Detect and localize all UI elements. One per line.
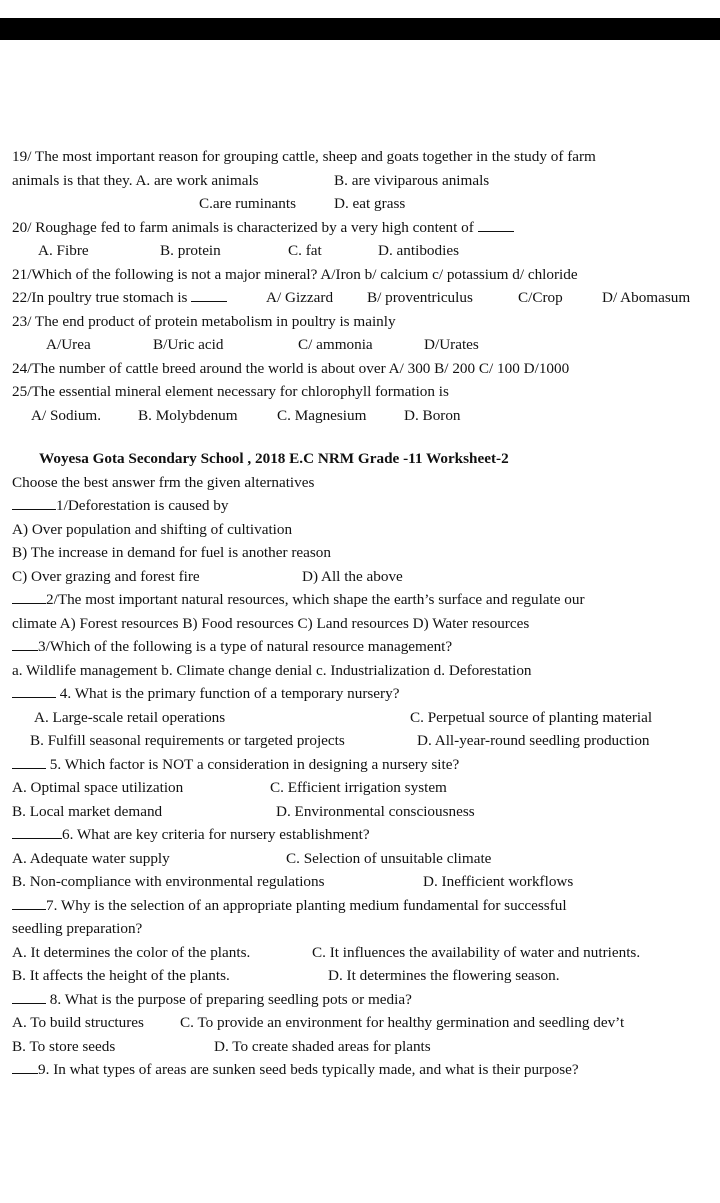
w4-stem-text: 4. What is the primary function of a temporary nursery? bbox=[56, 685, 400, 702]
worksheet-page bbox=[12, 145, 710, 1082]
w8-options-ac bbox=[12, 1011, 710, 1035]
w3-options: a. Wildlife management b. Climate change denial c. Industrialization d. Deforestation bbox=[12, 661, 532, 679]
w5-options-bd bbox=[12, 800, 710, 824]
q20-option-a: A. Fibre bbox=[38, 242, 89, 259]
w1-stem-text: 1/Deforestation is caused by bbox=[56, 497, 229, 514]
w8-option-c: C. To provide an environment for healthy germination and seedling dev’t bbox=[180, 1014, 625, 1031]
w6-option-a: A. Adequate water supply bbox=[12, 849, 170, 867]
q20-stem bbox=[12, 216, 710, 240]
q19-option-d: D. eat grass bbox=[334, 195, 406, 212]
w6-option-c: C. Selection of unsuitable climate bbox=[286, 849, 492, 867]
w6-options-ac bbox=[12, 847, 710, 871]
q20-option-d: D. antibodies bbox=[378, 242, 459, 259]
w2-line1 bbox=[12, 588, 710, 612]
w8-stem-text: 8. What is the purpose of preparing seedling pots or media? bbox=[46, 990, 412, 1008]
w5-option-a: A. Optimal space utilization bbox=[12, 779, 184, 796]
w1-option-c: C) Over grazing and forest fire bbox=[12, 567, 200, 585]
w1-option-a: A) Over population and shifting of cultivation bbox=[12, 520, 293, 538]
answer-blank bbox=[12, 497, 56, 510]
w4-option-c: C. Perpetual source of planting material bbox=[410, 708, 653, 726]
q22-option-a: A/ Gizzard bbox=[266, 289, 334, 306]
answer-blank bbox=[12, 991, 46, 1004]
w5-stem bbox=[12, 753, 710, 777]
q20-stem-text: 20/ Roughage fed to farm animals is characterized by a very high content of bbox=[12, 218, 474, 236]
q23-options bbox=[12, 333, 710, 357]
q19-option-c: C.are ruminants bbox=[199, 195, 297, 212]
w7-stem-text: 7. Why is the selection of an appropriate planting medium fundamental for successful bbox=[46, 896, 567, 914]
w4-option-b: B. Fulfill seasonal requirements or targeted projects bbox=[30, 732, 345, 749]
q25-option-a: A/ Sodium. bbox=[31, 406, 102, 424]
top-black-bar bbox=[0, 18, 720, 40]
q25-options bbox=[12, 404, 710, 428]
w7-option-d: D. It determines the flowering season. bbox=[328, 967, 560, 984]
w7-options-ac bbox=[12, 941, 710, 965]
w4-stem bbox=[12, 682, 710, 706]
answer-blank bbox=[12, 685, 56, 698]
w5-options-ac bbox=[12, 776, 710, 800]
q21-line: 21/Which of the following is not a major mineral? A/Iron b/ calcium c/ potassium d/ chloride bbox=[12, 265, 578, 283]
q23-option-c: C/ ammonia bbox=[298, 336, 373, 353]
w2-stem-text: 2/The most important natural resources, which shape the earth’s surface and regulate our bbox=[46, 591, 585, 608]
w4-option-a: A. Large-scale retail operations bbox=[34, 708, 226, 726]
q23-stem: 23/ The end product of protein metabolism in poultry is mainly bbox=[12, 312, 396, 330]
q22-option-d: D/ Abomasum bbox=[602, 289, 691, 306]
w7-option-c: C. It influences the availability of water and nutrients. bbox=[312, 943, 641, 961]
w5-option-c: C. Efficient irrigation system bbox=[270, 779, 447, 796]
answer-blank bbox=[12, 826, 62, 839]
w6-option-b: B. Non-compliance with environmental regulations bbox=[12, 873, 325, 890]
answer-blank bbox=[191, 289, 227, 302]
w6-options-bd bbox=[12, 870, 710, 894]
w8-options-bd bbox=[12, 1035, 710, 1059]
w5-stem-text: 5. Which factor is NOT a consideration in designing a nursery site? bbox=[46, 755, 460, 773]
w8-option-a: A. To build structures bbox=[12, 1014, 144, 1031]
w9-stem-text: 9. In what types of areas are sunken seed beds typically made, and what is their purpose? bbox=[38, 1061, 579, 1078]
w7-line2: seedling preparation? bbox=[12, 920, 143, 937]
w6-stem bbox=[12, 823, 710, 847]
q25-option-b: B. Molybdenum bbox=[138, 406, 238, 424]
q24-line: 24/The number of cattle breed around the world is about over A/ 300 B/ 200 C/ 100 D/1000 bbox=[12, 359, 570, 377]
q25-option-d: D. Boron bbox=[404, 406, 461, 424]
w8-option-b: B. To store seeds bbox=[12, 1037, 116, 1055]
q19-line1: 19/ The most important reason for grouping cattle, sheep and goats together in the study of farm bbox=[12, 148, 596, 165]
q22-line bbox=[12, 286, 710, 310]
w3-stem bbox=[12, 635, 710, 659]
q23-option-b: B/Uric acid bbox=[153, 336, 224, 353]
q23-option-d: D/Urates bbox=[424, 336, 479, 353]
w7-line1 bbox=[12, 894, 710, 918]
section-gap bbox=[12, 427, 710, 447]
q23-option-a: A/Urea bbox=[46, 336, 91, 353]
w8-option-d: D. To create shaded areas for plants bbox=[214, 1037, 431, 1055]
answer-blank bbox=[12, 1061, 38, 1074]
q19-option-a: animals is that they. A. are work animals bbox=[12, 171, 259, 189]
w9-stem bbox=[12, 1058, 710, 1082]
q20-option-c: C. fat bbox=[288, 242, 322, 259]
w1-option-b: B) The increase in demand for fuel is another reason bbox=[12, 544, 331, 561]
q22-option-b: B/ proventriculus bbox=[367, 289, 473, 306]
w5-option-b: B. Local market demand bbox=[12, 802, 163, 820]
answer-blank bbox=[12, 897, 46, 910]
w8-stem bbox=[12, 988, 710, 1012]
q19-option-b: B. are viviparous animals bbox=[334, 171, 490, 189]
answer-blank bbox=[478, 219, 514, 232]
w7-options-bd bbox=[12, 964, 710, 988]
instruction: Choose the best answer frm the given alternatives bbox=[12, 473, 315, 491]
w3-stem-text: 3/Which of the following is a type of natural resource management? bbox=[38, 638, 453, 655]
w4-option-d: D. All-year-round seedling production bbox=[417, 732, 650, 749]
q22-stem: 22/In poultry true stomach is bbox=[12, 289, 188, 306]
w4-options-bd bbox=[12, 729, 710, 753]
w1-options-cd bbox=[12, 565, 710, 589]
q19-line2 bbox=[12, 169, 710, 193]
w6-option-d: D. Inefficient workflows bbox=[423, 873, 574, 890]
answer-blank bbox=[12, 756, 46, 769]
q19-line3 bbox=[12, 192, 710, 216]
answer-blank bbox=[12, 591, 46, 604]
answer-blank bbox=[12, 638, 38, 651]
w4-options-ac bbox=[12, 706, 710, 730]
w7-option-a: A. It determines the color of the plants. bbox=[12, 943, 251, 961]
w1-stem bbox=[12, 494, 710, 518]
w2-line2: climate A) Forest resources B) Food resources C) Land resources D) Water resources bbox=[12, 614, 530, 632]
w6-stem-text: 6. What are key criteria for nursery establishment? bbox=[62, 826, 370, 843]
q25-option-c: C. Magnesium bbox=[277, 406, 367, 424]
q20-options bbox=[12, 239, 710, 263]
q25-stem: 25/The essential mineral element necessary for chlorophyll formation is bbox=[12, 383, 449, 400]
q20-option-b: B. protein bbox=[160, 242, 221, 259]
w1-option-d: D) All the above bbox=[302, 567, 403, 585]
q22-option-c: C/Crop bbox=[518, 289, 563, 306]
worksheet-heading: Woyesa Gota Secondary School , 2018 E.C NRM Grade -11 Worksheet-2 bbox=[39, 450, 509, 467]
w5-option-d: D. Environmental consciousness bbox=[276, 802, 475, 820]
w7-option-b: B. It affects the height of the plants. bbox=[12, 967, 230, 984]
